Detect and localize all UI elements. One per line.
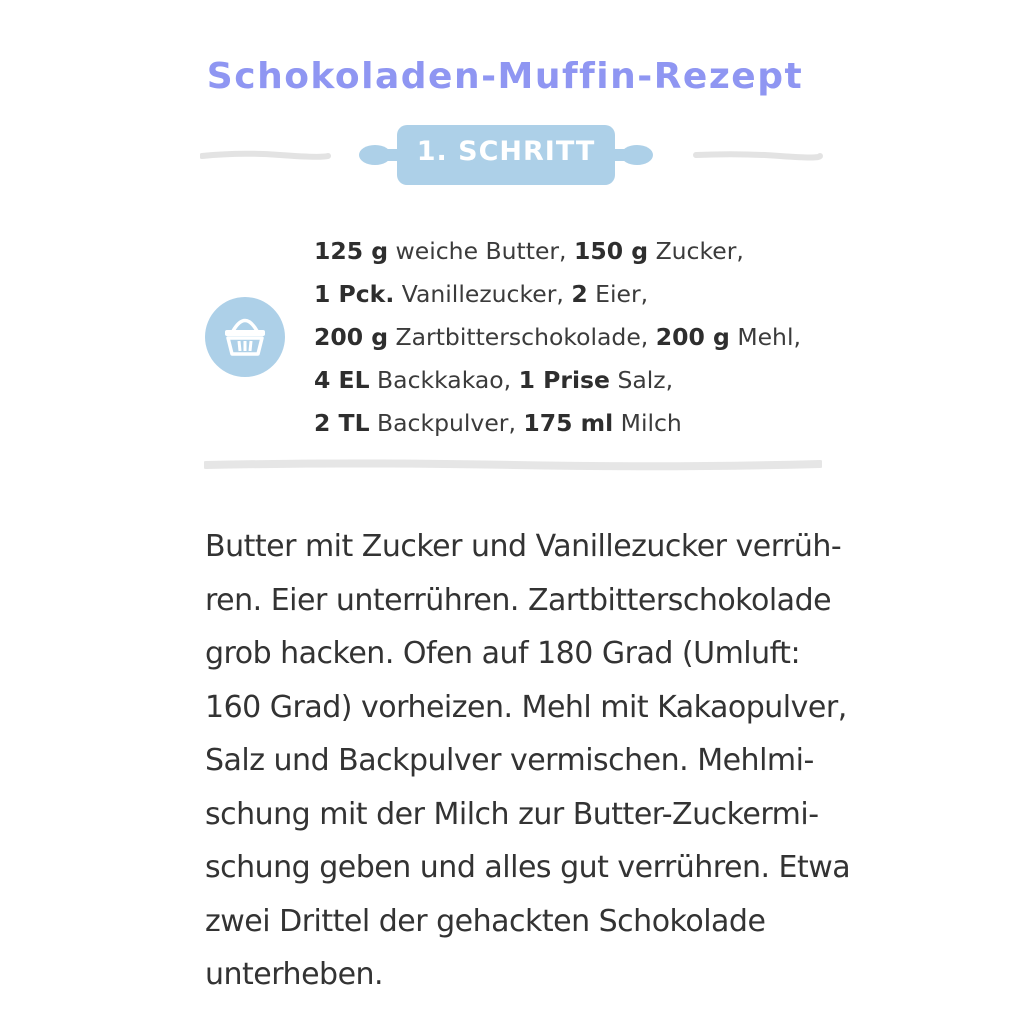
ingredient-line <box>314 402 834 445</box>
ingredient-line <box>314 230 834 273</box>
ingredient-amount: 1 Pck. <box>314 280 395 308</box>
instruction-line: unterheben. <box>205 957 384 992</box>
ingredient-line <box>314 316 834 359</box>
shopping-basket-icon <box>204 296 286 378</box>
ingredient-amount: 200 g <box>314 323 389 351</box>
ingredient-amount: 2 <box>571 280 588 308</box>
instruction-line: zwei Drittel der gehackten Schokolade <box>205 903 766 939</box>
instruction-line: schung mit der Milch zur Butter-Zuckermi- <box>205 796 819 832</box>
instruction-line: schung geben und alles gut verrühren. Etwa <box>205 850 851 885</box>
ingredient-name: Salz, <box>617 366 674 394</box>
ingredient-name: weiche Butter, <box>395 237 567 265</box>
ingredient-amount: 175 ml <box>523 409 614 437</box>
ingredient-amount: 125 g <box>314 237 389 265</box>
step-label: 1. SCHRITT <box>416 136 596 167</box>
ingredient-name: Mehl, <box>737 323 801 351</box>
ingredient-amount: 2 TL <box>314 409 370 437</box>
ingredient-name: Zartbitterschokolade, <box>395 323 649 351</box>
ingredient-name: Vanillezucker, <box>401 280 564 308</box>
instruction-line: Salz und Backpulver vermischen. Mehlmi- <box>205 743 814 778</box>
ingredient-amount: 1 Prise <box>518 366 610 394</box>
section-divider <box>204 458 822 472</box>
instruction-line: 160 Grad) vorheizen. Mehl mit Kakaopulver, <box>205 689 847 725</box>
recipe-title: Schokoladen-Muffin-Rezept <box>206 56 804 97</box>
ingredient-name: Zucker, <box>655 237 744 265</box>
ingredient-amount: 200 g <box>655 323 730 351</box>
ingredient-amount: 150 g <box>574 237 649 265</box>
ingredient-line <box>314 273 834 316</box>
instruction-line: grob hacken. Ofen auf 180 Grad (Umluft: <box>205 636 801 671</box>
instruction-line: Butter mit Zucker und Vanillezucker verrüh- <box>205 529 842 564</box>
step-banner <box>200 118 825 193</box>
ingredient-name: Eier, <box>595 280 649 308</box>
ingredient-list <box>314 230 834 445</box>
instructions-text <box>205 520 851 1002</box>
ingredient-name: Backkakao, <box>377 366 512 394</box>
ingredient-name: Milch <box>620 409 682 437</box>
ingredient-amount: 4 EL <box>314 366 370 394</box>
ingredient-line <box>314 359 834 402</box>
ingredient-name: Backpulver, <box>377 409 516 437</box>
instruction-line: ren. Eier unterrühren. Zartbitterschokolade <box>205 582 832 618</box>
